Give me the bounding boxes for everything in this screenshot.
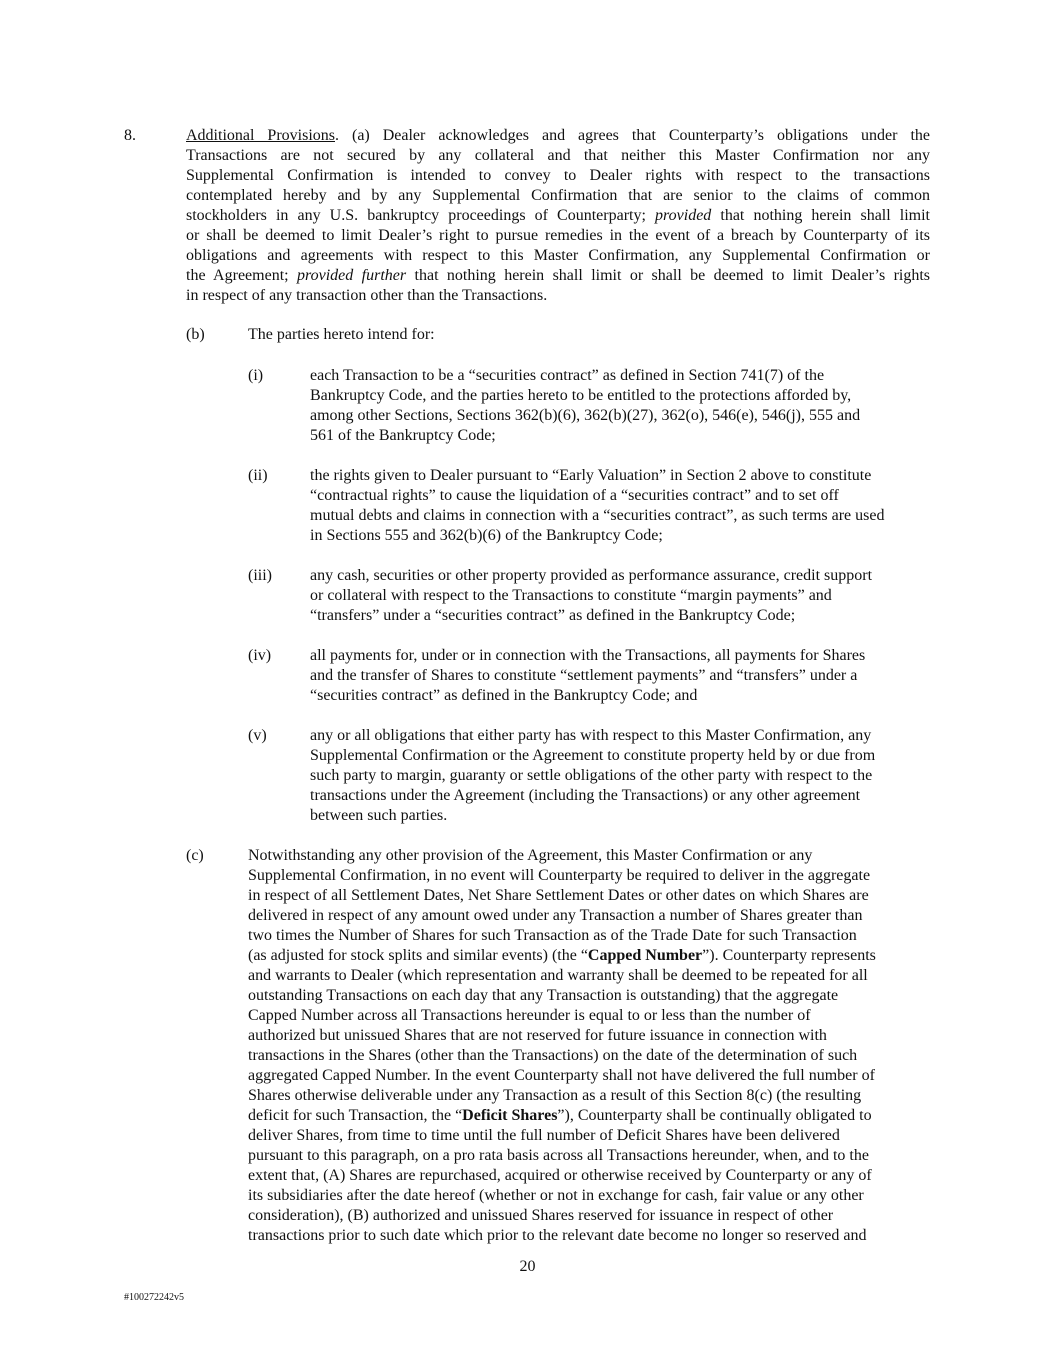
text-line: deliver Shares, from time to time until the full number of Deficit Shares have been delivered (248, 1127, 840, 1144)
list-item (310, 366, 930, 446)
text-line: any or all obligations that either party has with respect to this Master Confirmation, any (310, 727, 872, 744)
text-line: mutual debts and claims in connection with a “securities contract”, as such terms are used (310, 507, 885, 524)
text-line: deficit for such Transaction, the “Deficit Shares”), Counterparty shall be continually obligated to (248, 1107, 872, 1124)
text-line: consideration), (B) authorized and unissued Shares reserved for issuance in respect of other (248, 1207, 834, 1224)
paragraph-b-label: (b) (186, 326, 205, 343)
text-line: all payments for, under or in connection with the Transactions, all payments for Shares (310, 647, 866, 664)
defined-term-deficit-shares: Deficit Shares (462, 1107, 558, 1124)
text-line: “transfers” under a “securities contract” as defined in the Bankruptcy Code; (310, 607, 796, 624)
text-line: delivered in respect of any amount owed under any Transaction a number of Shares greater than (248, 907, 863, 924)
text-line: in Sections 555 and 362(b)(6) of the Bankruptcy Code; (310, 527, 663, 544)
text-line: such party to margin, guaranty or settle obligations of the other party with respect to the (310, 767, 873, 784)
text-line: or collateral with respect to the Transactions to constitute “margin payments” and (310, 587, 832, 604)
text-line: Capped Number across all Transactions hereunder is equal to or less than the number of (248, 1007, 811, 1024)
text-line: two times the Number of Shares for such Transaction as of the Trade Date for such Transaction (248, 927, 857, 944)
section-heading: Additional Provisions (186, 127, 335, 144)
item-label: (v) (248, 727, 267, 744)
list-item (310, 466, 930, 546)
text-line: Bankruptcy Code, and the parties hereto to be entitled to the protections afforded by, (310, 387, 852, 404)
text-line: transactions in the Shares (other than the Transactions) on the date of the determination of such (248, 1047, 858, 1064)
text-line: or shall be deemed to limit Dealer’s right to pursue remedies in the event of a breach by Counterparty of its (186, 227, 930, 244)
text-line: transactions prior to such date which prior to the relevant date become no longer so reserved and (248, 1227, 867, 1244)
text-line: authorized but unissued Shares that are not reserved for future issuance in connection with (248, 1027, 827, 1044)
list-item (310, 566, 930, 626)
text-line: in respect of any transaction other than the Transactions. (186, 287, 548, 304)
text-line: aggregated Capped Number. In the event Counterparty shall not have delivered the full number of (248, 1067, 875, 1084)
text-line: the rights given to Dealer pursuant to “Early Valuation” in Section 2 above to constitute (310, 467, 872, 484)
defined-term-capped-number: Capped Number (587, 947, 703, 964)
text-line: any cash, securities or other property provided as performance assurance, credit support (310, 567, 873, 584)
text-line: contemplated hereby and by any Supplemental Confirmation that are senior to the claims of common (186, 187, 930, 204)
item-label: (ii) (248, 467, 268, 484)
text-line: obligations and agreements with respect to this Master Confirmation, any Supplemental Confirmation or (186, 247, 930, 264)
paragraph-c-label: (c) (186, 847, 204, 864)
text-line: “securities contract” as defined in the Bankruptcy Code; and (310, 687, 698, 704)
text-line: among other Sections, Sections 362(b)(6), 362(b)(27), 362(o), 546(e), 546(j), 555 and (310, 407, 861, 424)
text-line: Supplemental Confirmation or the Agreement to constitute property held by or due from (310, 747, 876, 764)
text-line: “contractual rights” to cause the liquidation of a “securities contract” and to set off (310, 487, 839, 504)
section-8-paragraph-a (186, 126, 930, 306)
text-line: between such parties. (310, 807, 448, 824)
text-line: Supplemental Confirmation is intended to convey to Dealer rights with respect to the transactions (186, 167, 930, 184)
text-line: outstanding Transactions on each day that any Transaction is outstanding) that the aggregate (248, 987, 839, 1004)
italic-provided-further: provided further (297, 267, 407, 284)
text-line: Notwithstanding any other provision of the Agreement, this Master Confirmation or any (248, 847, 813, 864)
text-line: and warrants to Dealer (which representation and warranty shall be deemed to be repeated for all (248, 967, 868, 984)
paragraph-b-intro: The parties hereto intend for: (248, 326, 435, 343)
text-line: each Transaction to be a “securities contract” as defined in Section 741(7) of the (310, 367, 825, 384)
page-number: 20 (519, 1258, 536, 1275)
text-line: Transactions are not secured by any collateral and that neither this Master Confirmation nor any (186, 147, 930, 164)
text-line: stockholders in any U.S. bankruptcy proceedings of Counterparty; provided that nothing herein shall limit (186, 207, 930, 224)
paragraph-c (248, 846, 930, 1246)
list-item (310, 726, 930, 826)
item-label: (i) (248, 367, 264, 384)
text-line: transactions under the Agreement (including the Transactions) or any other agreement (310, 787, 861, 804)
text-line: and the transfer of Shares to constitute “settlement payments” and “transfers” under a (310, 667, 858, 684)
item-label: (iii) (248, 567, 272, 584)
text-line: Shares otherwise deliverable under any Transaction as a result of this Section 8(c) (the resulting (248, 1087, 862, 1104)
italic-provided: provided (655, 207, 712, 224)
document-id: #100272242v5 (124, 1292, 184, 1303)
text-line: Supplemental Confirmation, in no event will Counterparty be required to deliver in the aggregate (248, 867, 871, 884)
text-line: the Agreement; provided further that nothing herein shall limit or shall be deemed to limit Dealer’s rights (186, 267, 930, 284)
text-line: pursuant to this paragraph, on a pro rata basis across all Transactions hereunder, when, and to the (248, 1147, 869, 1164)
text-line: its subsidiaries after the date hereof (whether or not in exchange for cash, fair value or any other (248, 1187, 864, 1204)
text-line: (as adjusted for stock splits and similar events) (the “Capped Number”). Counterparty represents (248, 947, 876, 964)
text-line: extent that, (A) Shares are repurchased, acquired or otherwise received by Counterparty or any of (248, 1167, 872, 1184)
text-line: 561 of the Bankruptcy Code; (310, 427, 496, 444)
section-number: 8. (124, 127, 136, 144)
list-item (310, 646, 930, 706)
text-line: in respect of all Settlement Dates, Net Share Settlement Dates or other dates on which Shares are (248, 887, 869, 904)
item-label: (iv) (248, 647, 272, 664)
text-line: Additional Provisions. (a) Dealer acknowledges and agrees that Counterparty’s obligations under the (186, 127, 930, 144)
